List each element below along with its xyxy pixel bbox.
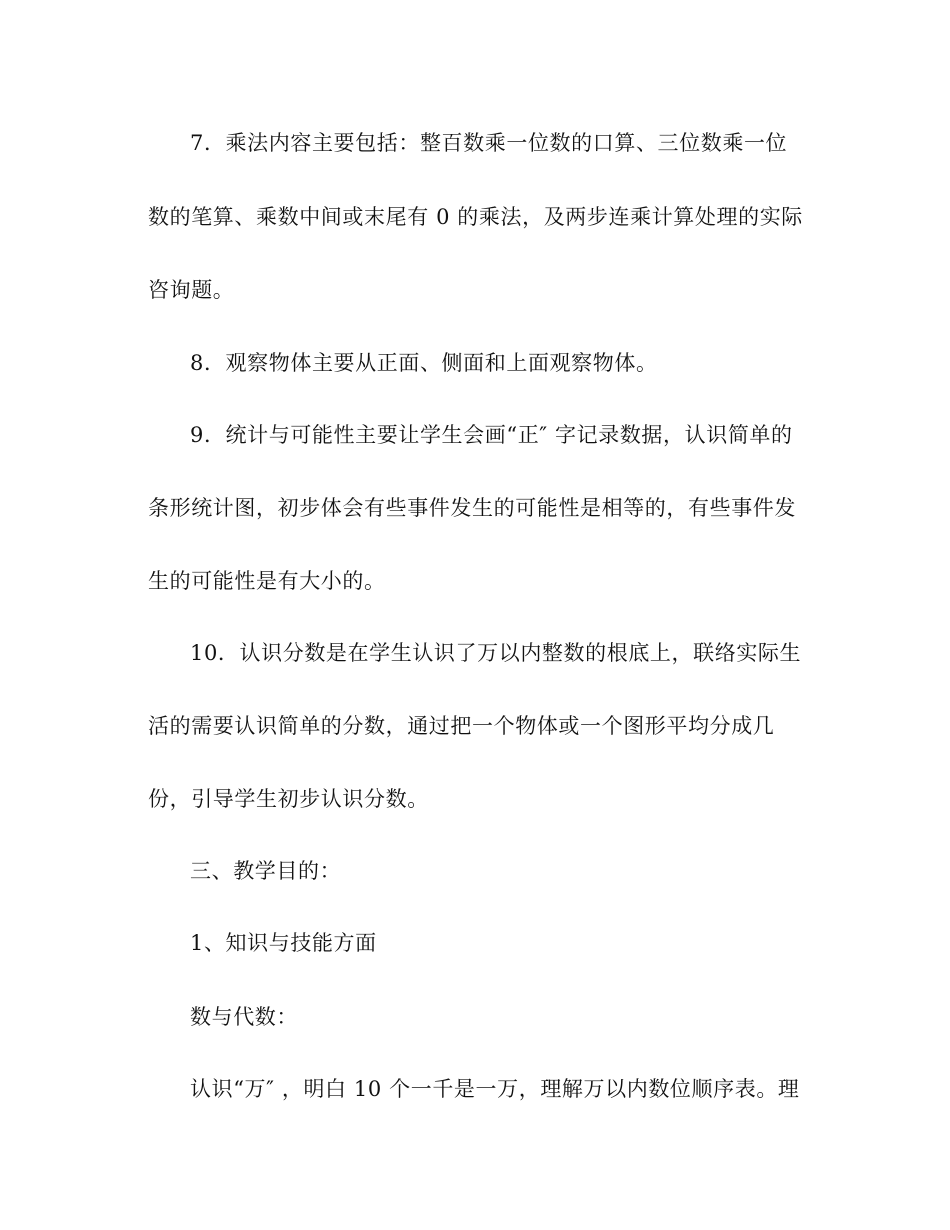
paragraph-10-line-3: 份，引导学生初步认识分数。 — [148, 787, 429, 811]
paragraph-9-line-2: 条形统计图，初步体会有些事件发生的可能性是相等的，有些事件发 — [148, 496, 796, 520]
paragraph-9-line-3: 生的可能性是有大小的。 — [148, 569, 386, 593]
subheading-numbers-algebra: 数与代数： — [190, 1005, 298, 1029]
paragraph-10-line-2: 活的需要认识简单的分数，通过把一个物体或一个图形平均分成几 — [148, 714, 775, 738]
subheading-knowledge-skills: 1、知识与技能方面 — [190, 931, 377, 955]
paragraph-wan-line-1: 认识“万″ ，明白 10 个一千是一万，理解万以内数位顺序表。理 — [190, 1077, 800, 1101]
paragraph-8: 8．观察物体主要从正面、侧面和上面观察物体。 — [190, 351, 658, 375]
paragraph-9-line-1: 9．统计与可能性主要让学生会画“正″ 字记录数据，认识简单的 — [190, 423, 793, 447]
section-heading-teaching-goals: 三、教学目的： — [190, 859, 342, 883]
paragraph-7-line-2: 数的笔算、乘数中间或末尾有 0 的乘法，及两步连乘计算处理的实际 — [148, 205, 803, 229]
paragraph-7-line-1: 7．乘法内容主要包括：整百数乘一位数的口算、三位数乘一位 — [190, 131, 788, 155]
paragraph-7-line-3: 咨询题。 — [148, 278, 235, 302]
paragraph-10-line-1: 10．认识分数是在学生认识了万以内整数的根底上，联络实际生 — [190, 641, 802, 665]
